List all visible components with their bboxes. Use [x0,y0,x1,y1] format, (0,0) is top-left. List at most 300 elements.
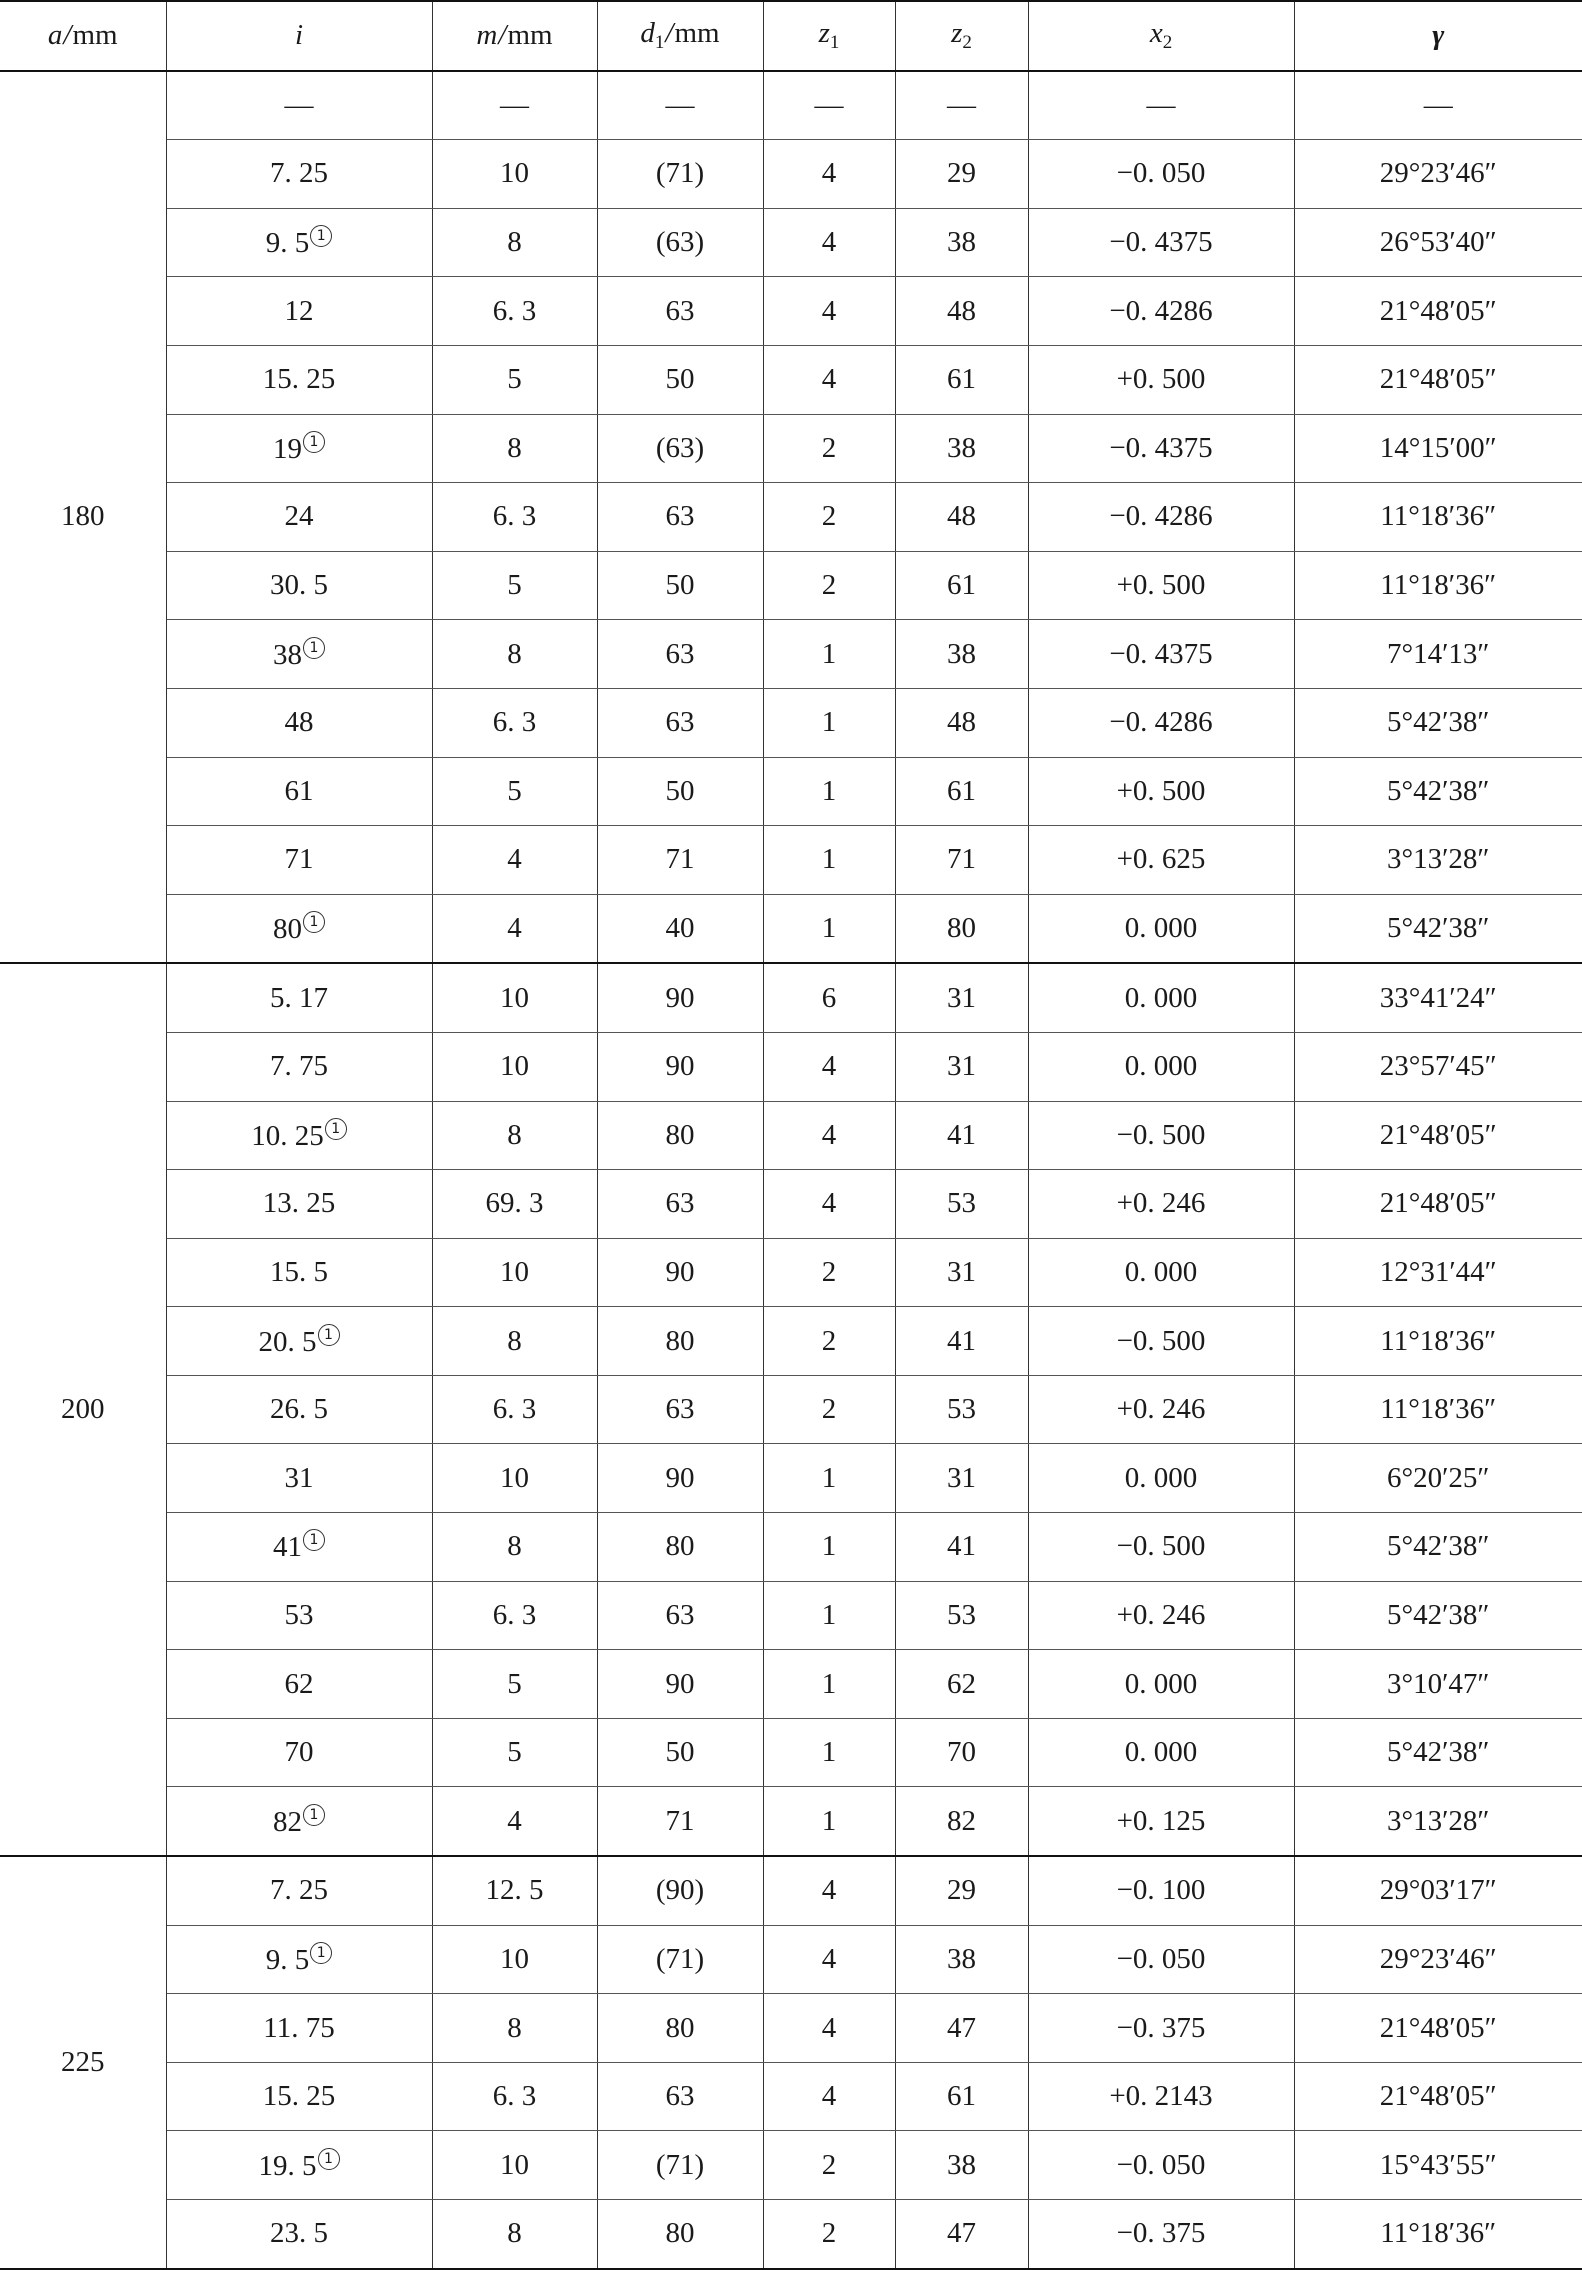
ratio-value: 7. 25 [270,157,328,190]
ratio-cell [166,1170,432,1239]
worm-threads-cell: 2 [763,414,895,483]
modification-coefficient-cell: +0. 246 [1028,1581,1294,1650]
ratio-cell [166,1925,432,1994]
worm-threads-cell: 4 [763,345,895,414]
ratio-cell [166,1444,432,1513]
ratio-cell [166,414,432,483]
ratio-value: 80 [273,913,302,946]
wheel-teeth-cell: 53 [895,1170,1028,1239]
ratio-value: 13. 25 [262,1187,336,1220]
pitch-diameter-cell: 50 [597,757,763,826]
pitch-diameter-cell: (71) [597,140,763,209]
pitch-diameter-cell: 80 [597,1994,763,2063]
table-row [0,1513,1582,1582]
ratio-value: 26. 5 [270,1393,328,1426]
ratio-cell [166,826,432,895]
ratio-value: 24 [284,500,314,533]
ratio-cell [166,1787,432,1856]
wheel-teeth-cell: 38 [895,620,1028,689]
module-cell: 6. 3 [432,2062,597,2131]
table-row [0,826,1582,895]
worm-threads-cell: 2 [763,1375,895,1444]
footnote-marker: 1 [303,1804,325,1826]
module-cell: 10 [432,1238,597,1307]
wheel-teeth-cell: 70 [895,1718,1028,1787]
table-row [0,1856,1582,1925]
modification-coefficient-cell: +0. 125 [1028,1787,1294,1856]
module-cell: 6. 3 [432,483,597,552]
pitch-diameter-cell: 71 [597,1787,763,1856]
modification-coefficient-cell: −0. 050 [1028,1925,1294,1994]
worm-threads-cell: 1 [763,1787,895,1856]
modification-coefficient-cell: −0. 100 [1028,1856,1294,1925]
header-pitch-diameter: $d_1/mm$ [597,1,763,71]
modification-coefficient-cell: +0. 246 [1028,1375,1294,1444]
pitch-diameter-cell: (63) [597,208,763,277]
pitch-diameter-cell: 90 [597,1444,763,1513]
header-ratio: i [166,1,432,71]
worm-threads-cell: 1 [763,1718,895,1787]
table-row [0,1170,1582,1239]
table-row [0,345,1582,414]
module-cell: 8 [432,1101,597,1170]
lead-angle-cell: 11°18′36″ [1294,2200,1582,2269]
header-wheel-teeth: $z_2$ [895,1,1028,71]
ratio-cell [166,1032,432,1101]
module-cell: 69. 3 [432,1170,597,1239]
lead-angle-cell: — [1294,71,1582,140]
ratio-cell [166,757,432,826]
wheel-teeth-cell: 31 [895,1444,1028,1513]
worm-threads-cell: 1 [763,1444,895,1513]
ratio-value: — [284,88,314,121]
ratio-cell [166,551,432,620]
lead-angle-cell: 33°41′24″ [1294,963,1582,1032]
table-row [0,894,1582,963]
worm-threads-cell: 4 [763,1032,895,1101]
modification-coefficient-cell: −0. 4375 [1028,208,1294,277]
footnote-marker: 1 [310,225,332,247]
modification-coefficient-cell: −0. 375 [1028,2200,1294,2269]
pitch-diameter-cell: (71) [597,1925,763,1994]
worm-threads-cell: 4 [763,140,895,209]
ratio-cell [166,208,432,277]
module-cell: 6. 3 [432,688,597,757]
modification-coefficient-cell: −0. 500 [1028,1307,1294,1376]
footnote-marker: 1 [310,1942,332,1964]
footnote-marker: 1 [318,1324,340,1346]
ratio-value: 53 [284,1598,314,1631]
pitch-diameter-cell: 63 [597,688,763,757]
modification-coefficient-cell: −0. 500 [1028,1513,1294,1582]
worm-threads-cell: 1 [763,1581,895,1650]
wheel-teeth-cell: 47 [895,1994,1028,2063]
header-module: m/mm [432,1,597,71]
lead-angle-cell: 26°53′40″ [1294,208,1582,277]
table-row [0,414,1582,483]
pitch-diameter-cell: 90 [597,1032,763,1101]
ratio-value: 5. 17 [270,981,328,1014]
table-row [0,2200,1582,2269]
ratio-cell [166,483,432,552]
pitch-diameter-cell: — [597,71,763,140]
pitch-diameter-cell: (90) [597,1856,763,1925]
ratio-value: 19. 5 [258,2149,317,2182]
lead-angle-cell: 21°48′05″ [1294,1101,1582,1170]
lead-angle-cell: 5°42′38″ [1294,757,1582,826]
module-cell: 6. 3 [432,1581,597,1650]
pitch-diameter-cell: 80 [597,2200,763,2269]
pitch-diameter-cell: 63 [597,1581,763,1650]
lead-angle-cell: 21°48′05″ [1294,2062,1582,2131]
table-row [0,483,1582,552]
modification-coefficient-cell: −0. 4375 [1028,620,1294,689]
module-cell: 4 [432,894,597,963]
ratio-value: 82 [273,1805,302,1838]
modification-coefficient-cell: +0. 625 [1028,826,1294,895]
worm-threads-cell: 4 [763,1856,895,1925]
table-row [0,2062,1582,2131]
pitch-diameter-cell: 63 [597,1375,763,1444]
wheel-teeth-cell: — [895,71,1028,140]
header-modification-coefficient: $x_2$ [1028,1,1294,71]
module-cell: 4 [432,1787,597,1856]
table-row [0,140,1582,209]
group-200 [0,963,1582,1856]
pitch-diameter-cell: 50 [597,1718,763,1787]
lead-angle-cell: 21°48′05″ [1294,1994,1582,2063]
ratio-cell [166,1856,432,1925]
modification-coefficient-cell: −0. 4375 [1028,414,1294,483]
modification-coefficient-cell: −0. 500 [1028,1101,1294,1170]
worm-threads-cell: 4 [763,1925,895,1994]
lead-angle-cell: 5°42′38″ [1294,1513,1582,1582]
wheel-teeth-cell: 41 [895,1307,1028,1376]
ratio-value: 10. 25 [251,1119,324,1152]
table-row [0,1238,1582,1307]
pitch-diameter-cell: 71 [597,826,763,895]
ratio-cell [166,1994,432,2063]
ratio-value: 9. 5 [265,227,310,260]
wheel-teeth-cell: 48 [895,277,1028,346]
modification-coefficient-cell: 0. 000 [1028,1444,1294,1513]
pitch-diameter-cell: 50 [597,551,763,620]
table-row [0,688,1582,757]
ratio-cell [166,71,432,140]
module-cell: 5 [432,757,597,826]
ratio-cell [166,1238,432,1307]
worm-threads-cell: 2 [763,551,895,620]
lead-angle-cell: 23°57′45″ [1294,1032,1582,1101]
modification-coefficient-cell: +0. 2143 [1028,2062,1294,2131]
wheel-teeth-cell: 47 [895,2200,1028,2269]
table-row [0,277,1582,346]
worm-threads-cell: 4 [763,277,895,346]
table-row [0,963,1582,1032]
table-row [0,1925,1582,1994]
wheel-teeth-cell: 62 [895,1650,1028,1719]
worm-threads-cell: 1 [763,826,895,895]
pitch-diameter-cell: 63 [597,483,763,552]
pitch-diameter-cell: 40 [597,894,763,963]
modification-coefficient-cell: −0. 375 [1028,1994,1294,2063]
ratio-value: 9. 5 [265,1943,310,1976]
ratio-cell [166,1581,432,1650]
modification-coefficient-cell: −0. 4286 [1028,483,1294,552]
pitch-diameter-cell: 90 [597,963,763,1032]
worm-threads-cell: 4 [763,1994,895,2063]
lead-angle-cell: 7°14′13″ [1294,620,1582,689]
module-cell: — [432,71,597,140]
wheel-teeth-cell: 61 [895,757,1028,826]
pitch-diameter-cell: 90 [597,1238,763,1307]
wheel-teeth-cell: 71 [895,826,1028,895]
wheel-teeth-cell: 29 [895,140,1028,209]
table-row [0,1650,1582,1719]
footnote-marker: 1 [303,431,325,453]
lead-angle-cell: 21°48′05″ [1294,1170,1582,1239]
lead-angle-cell: 11°18′36″ [1294,1307,1582,1376]
ratio-value: 62 [284,1667,314,1700]
header-row [0,1,1582,71]
worm-threads-cell: 2 [763,2200,895,2269]
lead-angle-cell: 6°20′25″ [1294,1444,1582,1513]
ratio-value: 15. 25 [262,2080,336,2113]
table-row [0,1032,1582,1101]
footnote-marker: 1 [303,637,325,659]
table-row [0,551,1582,620]
wheel-teeth-cell: 38 [895,208,1028,277]
table-row [0,1581,1582,1650]
module-cell: 8 [432,208,597,277]
worm-threads-cell: 2 [763,1307,895,1376]
ratio-cell [166,1513,432,1582]
group-225 [0,1856,1582,2269]
table-row [0,1718,1582,1787]
group-180 [0,71,1582,964]
worm-threads-cell: 2 [763,483,895,552]
table-row [0,71,1582,140]
table-header [0,1,1582,71]
header-lead-angle: γ [1294,1,1582,71]
wheel-teeth-cell: 29 [895,1856,1028,1925]
worm-threads-cell: 4 [763,2062,895,2131]
ratio-cell [166,140,432,209]
modification-coefficient-cell: −0. 4286 [1028,688,1294,757]
pitch-diameter-cell: 90 [597,1650,763,1719]
lead-angle-cell: 5°42′38″ [1294,1581,1582,1650]
module-cell: 6. 3 [432,277,597,346]
ratio-cell [166,894,432,963]
ratio-cell [166,277,432,346]
wheel-teeth-cell: 38 [895,414,1028,483]
pitch-diameter-cell: 50 [597,345,763,414]
table-row [0,1444,1582,1513]
ratio-value: 12 [284,294,314,327]
ratio-value: 31 [284,1461,314,1494]
wheel-teeth-cell: 38 [895,2131,1028,2200]
lead-angle-cell: 12°31′44″ [1294,1238,1582,1307]
wheel-teeth-cell: 31 [895,963,1028,1032]
header-worm-threads: $z_1$ [763,1,895,71]
module-cell: 10 [432,1444,597,1513]
ratio-value: 15. 5 [270,1255,328,1288]
modification-coefficient-cell: 0. 000 [1028,1032,1294,1101]
ratio-cell [166,345,432,414]
footnote-marker: 1 [318,2148,340,2170]
wheel-teeth-cell: 80 [895,894,1028,963]
table-row [0,1101,1582,1170]
lead-angle-cell: 11°18′36″ [1294,1375,1582,1444]
wheel-teeth-cell: 61 [895,551,1028,620]
table-row [0,1994,1582,2063]
footnote-marker: 1 [303,911,325,933]
lead-angle-cell: 3°13′28″ [1294,1787,1582,1856]
worm-threads-cell: 4 [763,1170,895,1239]
module-cell: 8 [432,1513,597,1582]
modification-coefficient-cell: 0. 000 [1028,1650,1294,1719]
ratio-cell [166,1650,432,1719]
ratio-cell [166,1718,432,1787]
table-row [0,620,1582,689]
center-distance-cell: 180 [0,71,166,964]
worm-threads-cell: 2 [763,2131,895,2200]
pitch-diameter-cell: 80 [597,1513,763,1582]
ratio-cell [166,2131,432,2200]
modification-coefficient-cell: −0. 050 [1028,140,1294,209]
table-row [0,208,1582,277]
pitch-diameter-cell: 80 [597,1307,763,1376]
ratio-value: 48 [284,706,314,739]
wheel-teeth-cell: 38 [895,1925,1028,1994]
modification-coefficient-cell: — [1028,71,1294,140]
ratio-cell [166,1375,432,1444]
modification-coefficient-cell: 0. 000 [1028,894,1294,963]
worm-threads-cell: 2 [763,1238,895,1307]
pitch-diameter-cell: 63 [597,277,763,346]
lead-angle-cell: 29°23′46″ [1294,1925,1582,1994]
module-cell: 10 [432,1925,597,1994]
table-row [0,1375,1582,1444]
wheel-teeth-cell: 53 [895,1581,1028,1650]
table-row [0,757,1582,826]
pitch-diameter-cell: 63 [597,620,763,689]
lead-angle-cell: 3°10′47″ [1294,1650,1582,1719]
wheel-teeth-cell: 48 [895,688,1028,757]
lead-angle-cell: 3°13′28″ [1294,826,1582,895]
ratio-value: 70 [284,1736,314,1769]
modification-coefficient-cell: −0. 4286 [1028,277,1294,346]
pitch-diameter-cell: (63) [597,414,763,483]
wheel-teeth-cell: 41 [895,1101,1028,1170]
module-cell: 8 [432,1994,597,2063]
module-cell: 10 [432,140,597,209]
worm-threads-cell: 1 [763,894,895,963]
wheel-teeth-cell: 31 [895,1032,1028,1101]
pitch-diameter-cell: (71) [597,2131,763,2200]
ratio-value: 71 [284,843,314,876]
ratio-value: 41 [273,1531,302,1564]
ratio-value: 11. 75 [263,2011,335,2044]
worm-threads-cell: 1 [763,688,895,757]
table-row [0,1787,1582,1856]
lead-angle-cell: 15°43′55″ [1294,2131,1582,2200]
ratio-value: 38 [273,638,302,671]
lead-angle-cell: 11°18′36″ [1294,551,1582,620]
module-cell: 10 [432,1032,597,1101]
ratio-value: 19 [273,432,302,465]
wheel-teeth-cell: 82 [895,1787,1028,1856]
ratio-value: 7. 75 [270,1050,328,1083]
worm-threads-cell: 1 [763,620,895,689]
center-distance-cell: 200 [0,963,166,1856]
worm-threads-cell: — [763,71,895,140]
worm-threads-cell: 4 [763,208,895,277]
lead-angle-cell: 11°18′36″ [1294,483,1582,552]
module-cell: 8 [432,620,597,689]
worm-threads-cell: 4 [763,1101,895,1170]
module-cell: 8 [432,2200,597,2269]
pitch-diameter-cell: 63 [597,2062,763,2131]
module-cell: 12. 5 [432,1856,597,1925]
module-cell: 5 [432,551,597,620]
ratio-value: 7. 25 [270,1874,328,1907]
wheel-teeth-cell: 41 [895,1513,1028,1582]
ratio-value: 20. 5 [258,1325,317,1358]
ratio-value: 15. 25 [262,363,336,396]
ratio-cell [166,963,432,1032]
lead-angle-cell: 5°42′38″ [1294,688,1582,757]
module-cell: 5 [432,345,597,414]
ratio-cell [166,1101,432,1170]
lead-angle-cell: 21°48′05″ [1294,277,1582,346]
footnote-marker: 1 [325,1118,347,1140]
modification-coefficient-cell: −0. 050 [1028,2131,1294,2200]
modification-coefficient-cell: 0. 000 [1028,1238,1294,1307]
worm-threads-cell: 1 [763,1513,895,1582]
ratio-cell [166,2200,432,2269]
lead-angle-cell: 14°15′00″ [1294,414,1582,483]
wheel-teeth-cell: 31 [895,1238,1028,1307]
lead-angle-cell: 5°42′38″ [1294,1718,1582,1787]
wheel-teeth-cell: 53 [895,1375,1028,1444]
lead-angle-cell: 29°03′17″ [1294,1856,1582,1925]
wheel-teeth-cell: 61 [895,345,1028,414]
worm-threads-cell: 1 [763,757,895,826]
worm-threads-cell: 6 [763,963,895,1032]
header-center-distance: a/mm [0,1,166,71]
modification-coefficient-cell: +0. 500 [1028,551,1294,620]
pitch-diameter-cell: 63 [597,1170,763,1239]
ratio-cell [166,620,432,689]
ratio-cell [166,2062,432,2131]
module-cell: 8 [432,414,597,483]
ratio-value: 61 [284,774,314,807]
module-cell: 10 [432,2131,597,2200]
lead-angle-cell: 21°48′05″ [1294,345,1582,414]
module-cell: 5 [432,1718,597,1787]
ratio-cell [166,688,432,757]
modification-coefficient-cell: 0. 000 [1028,1718,1294,1787]
modification-coefficient-cell: +0. 500 [1028,345,1294,414]
table-row [0,2131,1582,2200]
wheel-teeth-cell: 61 [895,2062,1028,2131]
center-distance-cell: 225 [0,1856,166,2269]
modification-coefficient-cell: 0. 000 [1028,963,1294,1032]
ratio-cell [166,1307,432,1376]
module-cell: 8 [432,1307,597,1376]
lead-angle-cell: 5°42′38″ [1294,894,1582,963]
